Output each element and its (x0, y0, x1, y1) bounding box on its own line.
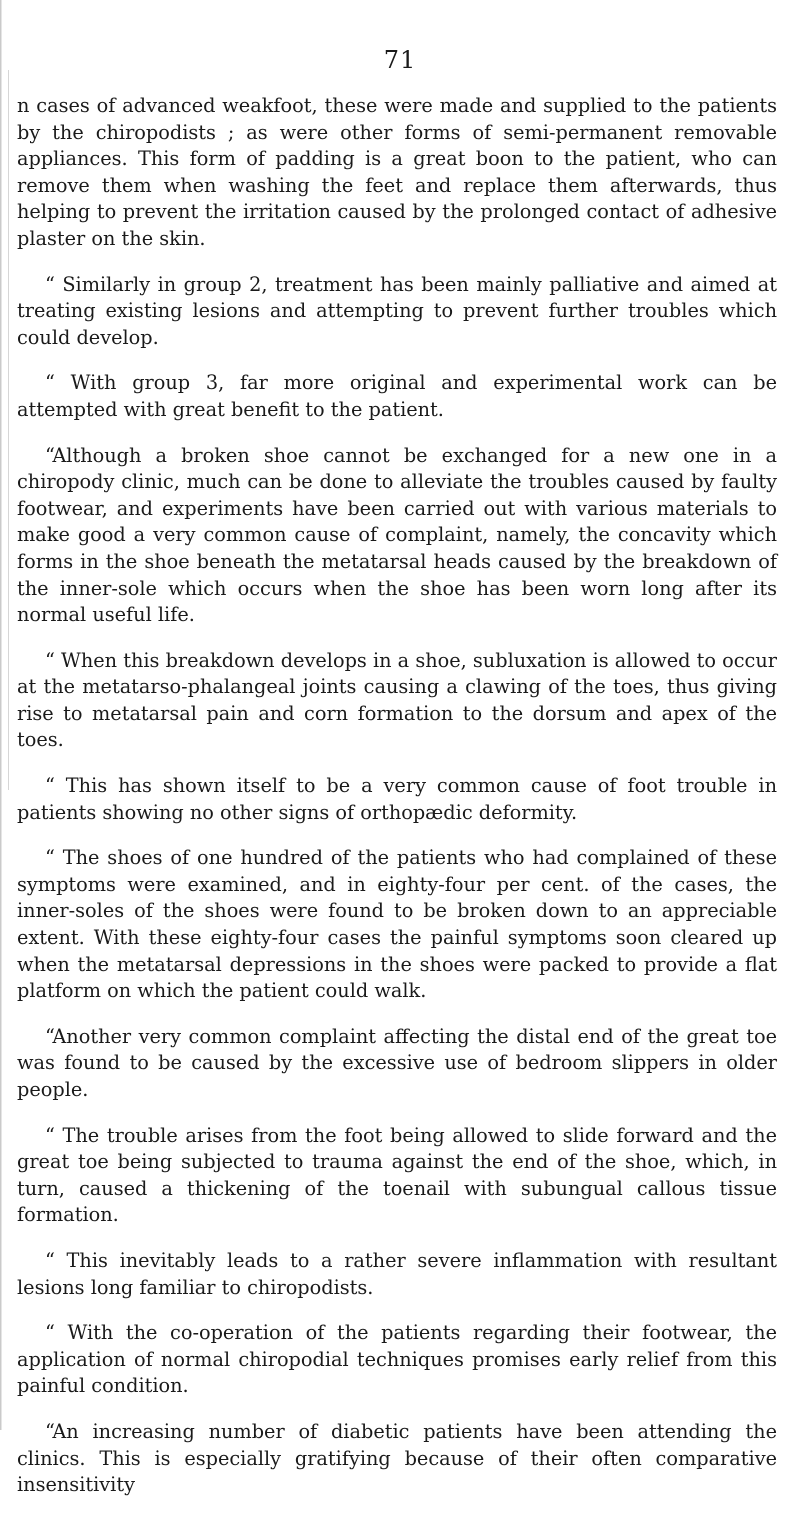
page-binding-edge (0, 0, 2, 1430)
paragraph-1: n cases of advanced weakfoot, these were made and supplied to the patients by the chiropodists ; as were other forms of semi-permanent removable appliances. This form of padding is a great boon to the patient, who can remove them when washing the feet and replace them afterwards, thus helping to prevent the irritation caused by the prolonged contact of adhesive plaster on the skin. (17, 94, 777, 250)
paragraph-3: “ With group 3, far more original and experimental work can be attempted with great benefit to the patient. (17, 371, 777, 421)
paragraph-9: “ The trouble arises from the foot being allowed to slide forward and the great toe being subjected to trauma against the end of the shoe, which, in turn, caused a thickening of the toenail with subungual callous tissue formation. (17, 1123, 777, 1227)
paragraph-4: “Although a broken shoe cannot be exchanged for a new one in a chiropody clinic, much can be done to alleviate the troubles caused by faulty footwear, and experiments have been carried out with various materials to make good a very common cause of complaint, namely, the concavity which forms in the shoe beneath the metatarsal heads caused by the breakdown of the inner-sole which occurs when the shoe has been worn long after its normal useful life. (17, 443, 777, 627)
paragraph-6: “ This has shown itself to be a very common cause of foot trouble in patients showing no other signs of orthopædic deformity. (17, 774, 777, 824)
paragraph-8: “Another very common complaint affecting the distal end of the great toe was found to be caused by the excessive use of bedroom slippers in older people. (17, 1024, 777, 1101)
page-number: 71 (383, 46, 417, 74)
body-text (17, 93, 777, 1518)
page-gutter-line (8, 70, 9, 790)
paragraph-11: “ With the co-operation of the patients regarding their footwear, the application of normal chiropodial techniques promises early relief from this painful condition. (17, 1321, 777, 1398)
paragraph-12: “An increasing number of diabetic patients have been attending the clinics. This is especially gratifying because of their often comparative insensitivity (17, 1419, 777, 1497)
paragraph-5: “ When this breakdown develops in a shoe, subluxation is allowed to occur at the metatarso-phalangeal joints causing a clawing of the toes, thus giving rise to metatarsal pain and corn formation to the dorsum and apex of the toes. (17, 648, 777, 752)
paragraph-2: “ Similarly in group 2, treatment has been mainly palliative and aimed at treating existing lesions and attempting to prevent further troubles which could develop. (17, 272, 777, 349)
paragraph-10: “ This inevitably leads to a rather severe inflammation with resultant lesions long familiar to chiropodists. (17, 1248, 777, 1299)
paragraph-7: “ The shoes of one hundred of the patients who had complained of these symptoms were examined, and in eighty-four per cent. of the cases, the inner-soles of the shoes were found to be broken down to an appreciable extent. With these eighty-four cases the painful symptoms soon cleared up when the metatarsal depressions in the shoes were packed to provide a flat platform on which the patient could walk. (17, 846, 777, 1003)
